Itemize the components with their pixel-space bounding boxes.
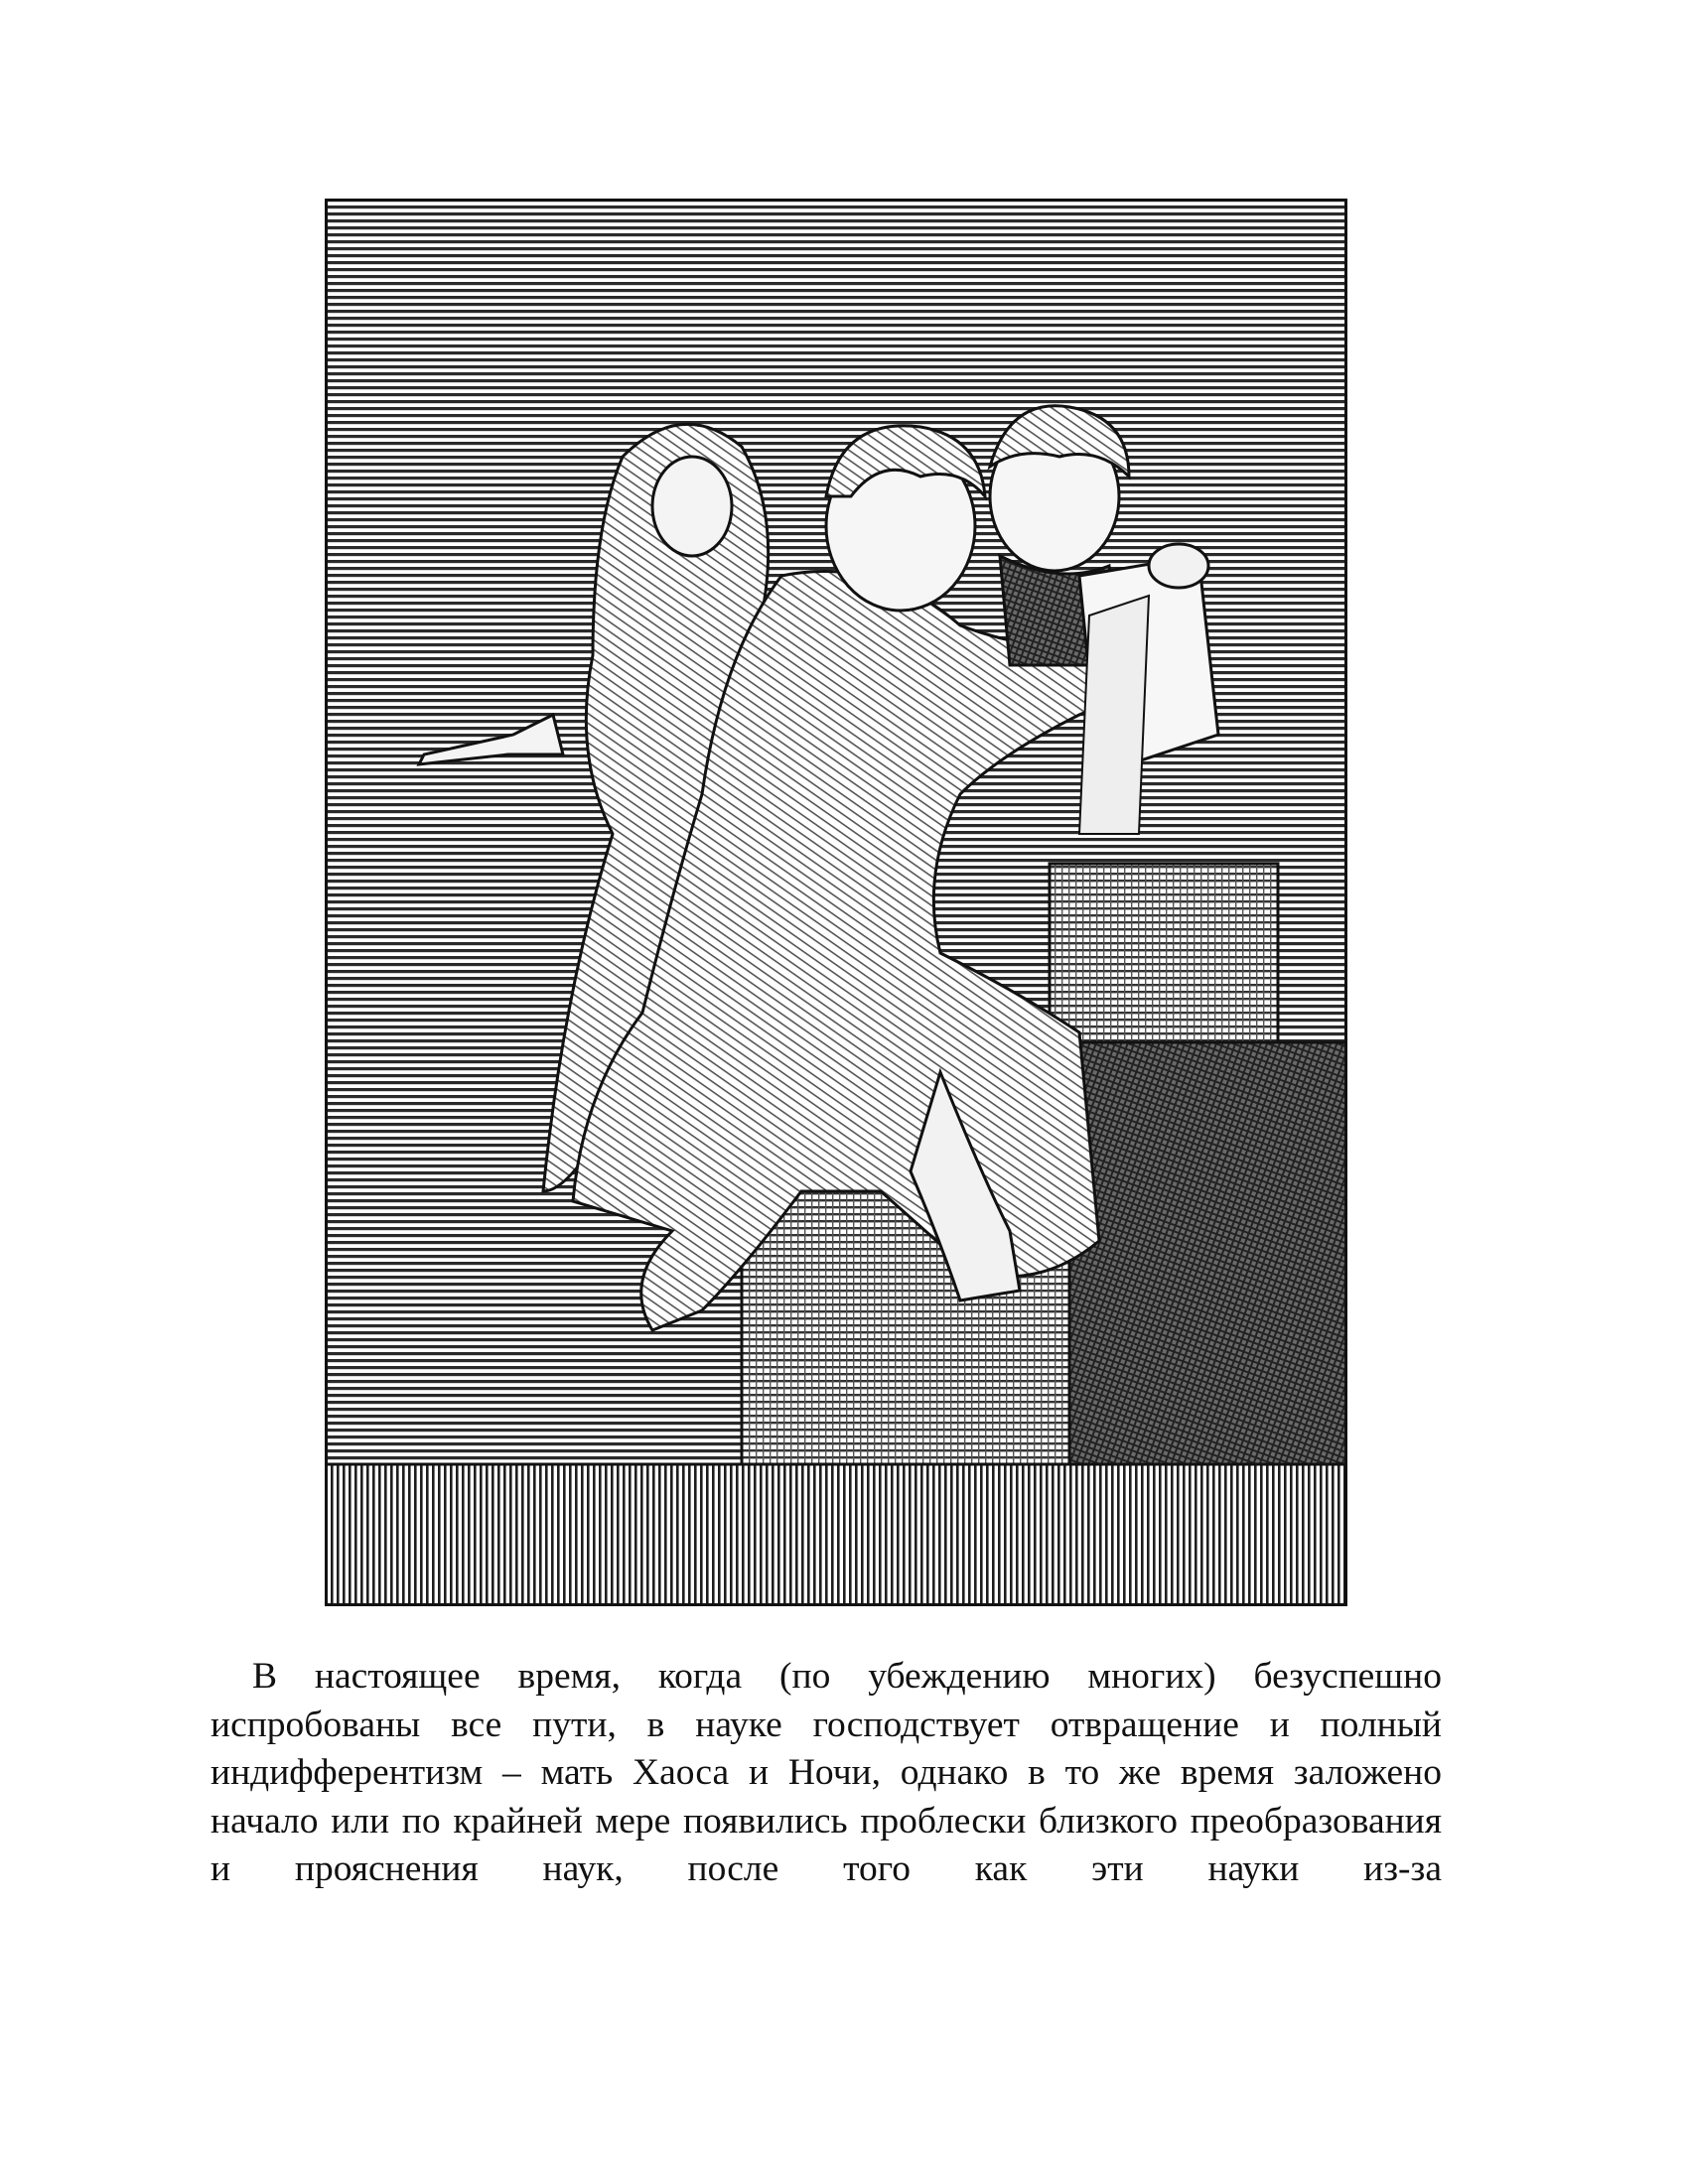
engraving-illustration [325,199,1347,1606]
body-paragraph: В настоящее время, когда (по убеждению многих) безуспешно испробованы все пути, в науке господствует отвращение и полный индифферентизм – мать Хаоса и Ночи, однако в то же время заложено начало или по крайней мере появились проблески близкого преобразования и прояснения наук, после того как эти науки из-за [211,1656,1442,1889]
engraving-figures-reading-scroll-icon [325,199,1347,1606]
